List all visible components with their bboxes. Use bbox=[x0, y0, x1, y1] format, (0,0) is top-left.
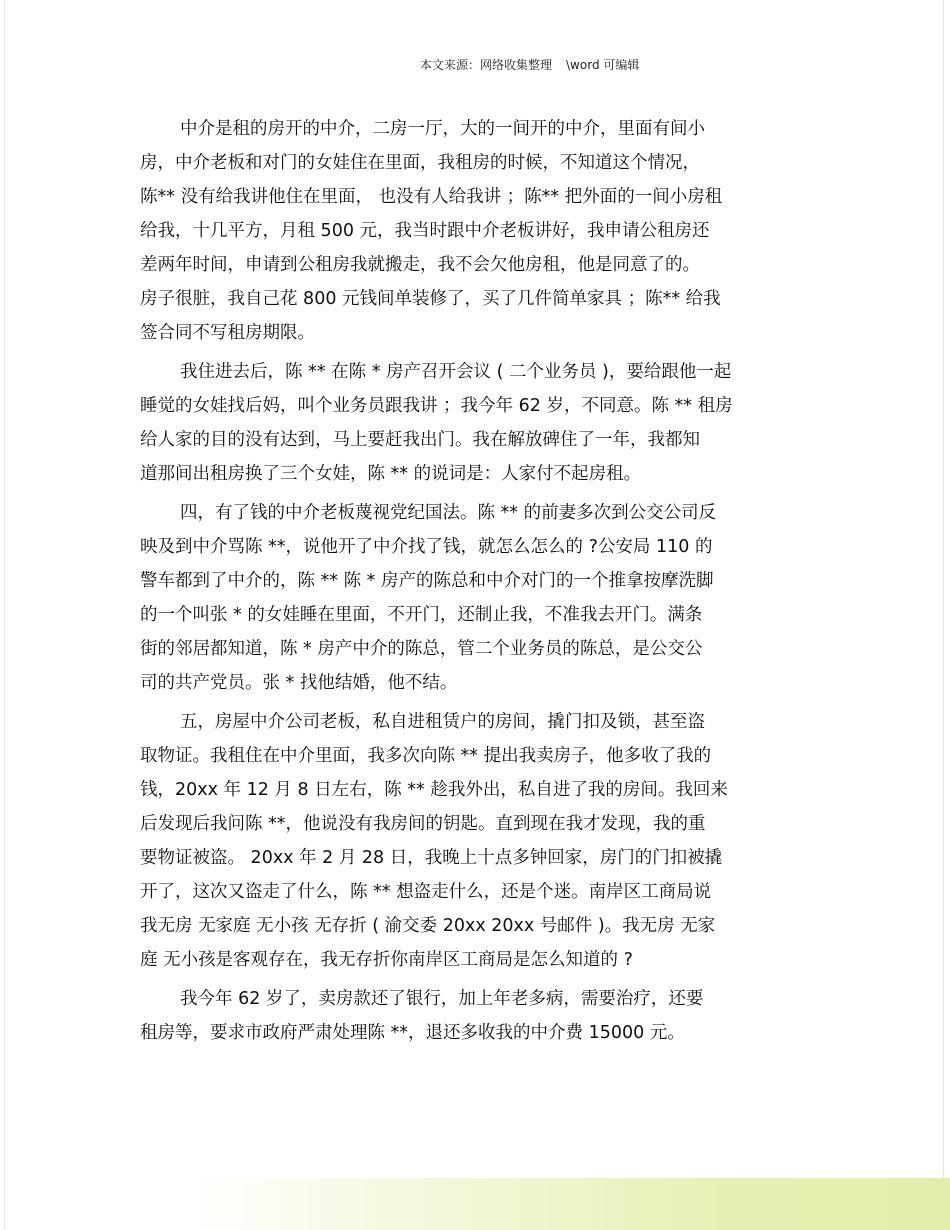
text-line: 道那间出租房换了三个女娃，陈 ** 的说词是：人家付不起房租。 bbox=[140, 464, 642, 484]
edit-label: \word 可编辑 bbox=[566, 58, 640, 72]
text-line: 警车都到了中介的，陈 ** 陈 * 房产的陈总和中介对门的一个推拿按摩洗脚 bbox=[140, 571, 714, 591]
text-line: 的一个叫张 * 的女娃睡在里面，不开门，还制止我，不准我去开门。满条 bbox=[140, 605, 703, 625]
text-line: 差两年时间，申请到公租房我就搬走，我不会欠他房租，他是同意了的。 bbox=[140, 255, 700, 275]
text-line: 给人家的目的没有达到，马上要赶我出门。我在解放碑住了一年，我都知 bbox=[140, 430, 700, 450]
source-note bbox=[420, 56, 740, 73]
text-line: 房子很脏，我自己花 800 元钱间单装修了，买了几件简单家具 ；陈** 给我 bbox=[140, 289, 721, 309]
document-body bbox=[140, 112, 812, 1055]
text-line: 映及到中介骂陈 **，说他开了中介找了钱，就怎么怎么的 ?公安局 110 的 bbox=[140, 537, 713, 557]
paragraph-2 bbox=[140, 355, 812, 491]
text-line: 房，中介老板和对门的女娃住在里面，我租房的时候，不知道这个情况， bbox=[140, 153, 700, 173]
text-line: 庭 无小孩是客观存在，我无存折你南岸区工商局是怎么知道的 ? bbox=[140, 950, 633, 970]
text-line: 租房等，要求市政府严肃处理陈 **，退还多收我的中介费 15000 元。 bbox=[140, 1023, 685, 1043]
paragraph-3 bbox=[140, 496, 812, 700]
text-line: 我无房 无家庭 无小孩 无存折 ( 渝交委 20xx 20xx 号邮件 )。我无房 无家 bbox=[140, 916, 716, 936]
text-line: 我住进去后，陈 ** 在陈 * 房产召开会议 ( 二个业务员 )，要给跟他一起 bbox=[180, 362, 732, 382]
paragraph-1 bbox=[140, 112, 812, 350]
text-line: 司的共产党员。张 * 找他结婚，他不结。 bbox=[140, 673, 458, 693]
text-line: 陈** 没有给我讲他住在里面， 也没有人给我讲 ；陈** 把外面的一间小房租 bbox=[140, 187, 723, 207]
text-line: 开了，这次又盗走了什么，陈 ** 想盗走什么，还是个迷。南岸区工商局说 bbox=[140, 882, 712, 902]
text-line: 钱，20xx 年 12 月 8 日左右，陈 ** 趁我外出，私自进了我的房间。我回来 bbox=[140, 780, 728, 800]
source-label: 本文来源：网络收集整理 bbox=[420, 58, 553, 72]
paragraph-5 bbox=[140, 982, 812, 1050]
text-line: 四，有了钱的中介老板蔑视党纪国法。陈 ** 的前妻多次到公交公司反 bbox=[180, 503, 717, 523]
paragraph-4 bbox=[140, 705, 812, 977]
text-line: 要物证被盗。 20xx 年 2 月 28 日，我晚上十点多钟回家，房门的门扣被撬 bbox=[140, 848, 723, 868]
text-line: 街的邻居都知道，陈 * 房产中介的陈总，管二个业务员的陈总，是公交公 bbox=[140, 639, 703, 659]
text-line: 后发现后我问陈 **，他说没有我房间的钥匙。直到现在我才发现，我的重 bbox=[140, 814, 706, 834]
text-line: 中介是租的房开的中介，二房一厅，大的一间开的中介，里面有间小 bbox=[180, 119, 705, 139]
text-line: 五，房屋中介公司老板，私自进租赁户的房间，撬门扣及锁，甚至盗 bbox=[180, 712, 705, 732]
text-line: 我今年 62 岁了，卖房款还了银行，加上年老多病，需要治疗，还要 bbox=[180, 989, 704, 1009]
text-line: 签合同不写租房期限。 bbox=[140, 323, 315, 343]
text-line: 睡觉的女娃找后妈，叫个业务员跟我讲 ；我今年 62 岁，不同意。陈 ** 租房 bbox=[140, 396, 733, 416]
text-line: 给我，十几平方，月租 500 元，我当时跟中介老板讲好，我申请公租房还 bbox=[140, 221, 710, 241]
text-line: 取物证。我租住在中介里面，我多次向陈 ** 提出我卖房子，他多收了我的 bbox=[140, 746, 712, 766]
decorative-bottom-strip bbox=[190, 1178, 950, 1230]
